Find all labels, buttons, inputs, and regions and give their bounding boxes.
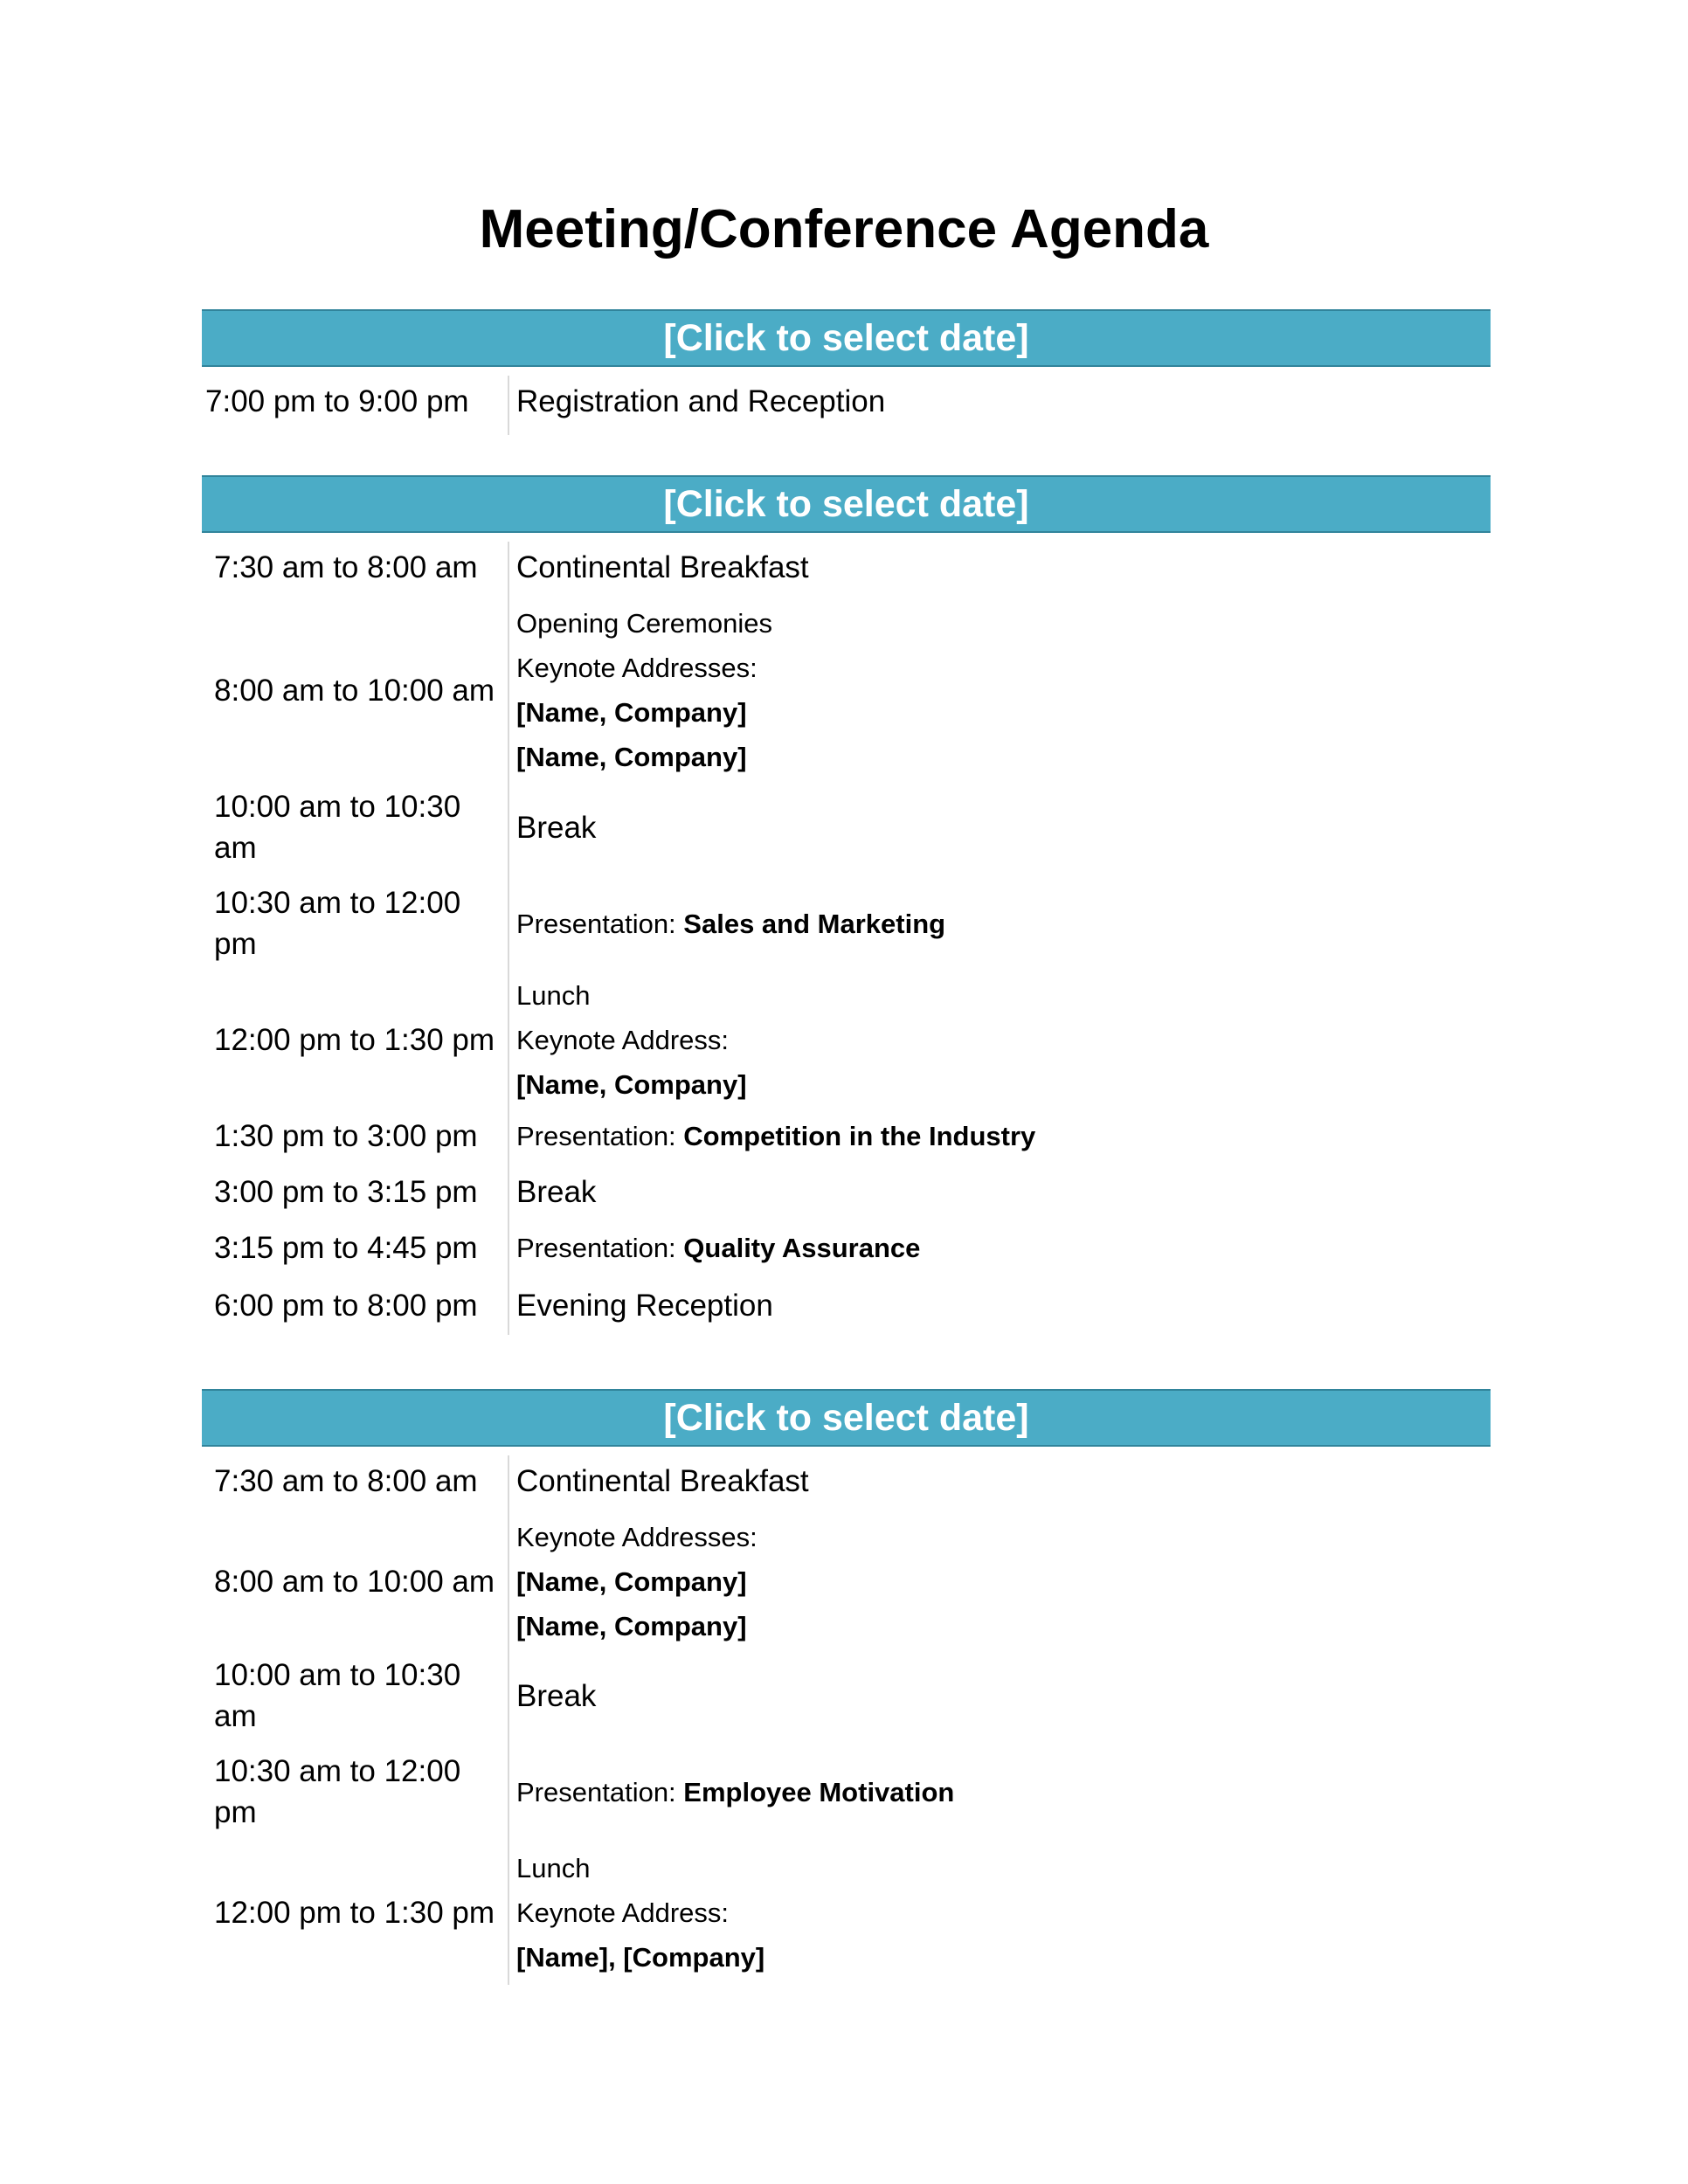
activity-block — [508, 601, 1491, 779]
agenda-row — [202, 367, 1491, 435]
presentation-topic: Competition in the Industry — [683, 1120, 1036, 1151]
agenda-row — [202, 1108, 1491, 1164]
agenda-row — [202, 1648, 1491, 1744]
activity-prefix: Presentation: — [516, 1232, 684, 1263]
agenda-row — [202, 1447, 1491, 1515]
time-slot: 1:30 pm to 3:00 pm — [214, 1118, 478, 1153]
activity-line: Keynote Addresses: — [516, 1521, 758, 1552]
page-title: Meeting/Conference Agenda — [479, 199, 1209, 259]
agenda-row — [202, 1275, 1491, 1335]
time-slot: 10:30 am to 12:00 pm — [214, 1754, 461, 1829]
time-slot: 3:15 pm to 4:45 pm — [214, 1230, 478, 1265]
activity: Break — [516, 1678, 597, 1713]
time-slot: 6:00 pm to 8:00 pm — [214, 1288, 478, 1323]
activity-line: Keynote Address: — [516, 1897, 729, 1928]
speaker-name: [Name, Company] — [516, 1068, 747, 1100]
presentation-topic: Employee Motivation — [683, 1776, 955, 1807]
activity-block — [508, 1846, 1491, 1980]
time-slot: 7:30 am to 8:00 am — [214, 1463, 478, 1498]
agenda-row — [202, 1840, 1491, 1985]
agenda-row — [202, 971, 1491, 1108]
time-slot: 8:00 am to 10:00 am — [214, 1564, 495, 1599]
agenda-row — [202, 1164, 1491, 1220]
activity: Break — [516, 1174, 597, 1209]
time-slot: 7:30 am to 8:00 am — [214, 549, 478, 584]
time-slot: 10:00 am to 10:30 am — [214, 1658, 461, 1733]
time-slot: 12:00 pm to 1:30 pm — [214, 1022, 495, 1057]
activity-block — [508, 973, 1491, 1107]
time-slot: 7:00 pm to 9:00 pm — [205, 384, 469, 418]
activity: Evening Reception — [516, 1288, 773, 1323]
speaker-name: [Name, Company] — [516, 1610, 747, 1641]
activity — [508, 1226, 1491, 1270]
agenda-table-day-2 — [202, 533, 1491, 1335]
time-slot: 3:00 pm to 3:15 pm — [214, 1174, 478, 1209]
agenda-row — [202, 1220, 1491, 1275]
activity-prefix: Presentation: — [516, 1776, 684, 1807]
date-picker-day-3[interactable]: [Click to select date] — [202, 1389, 1491, 1447]
presentation-topic: Sales and Marketing — [683, 908, 946, 939]
agenda-row — [202, 1744, 1491, 1840]
presentation-topic: Quality Assurance — [683, 1232, 921, 1263]
time-slot: 10:30 am to 12:00 pm — [214, 886, 461, 961]
activity: Continental Breakfast — [516, 1463, 809, 1498]
date-picker-day-1[interactable]: [Click to select date] — [202, 309, 1491, 367]
day-section-2 — [202, 475, 1491, 1335]
activity: Break — [516, 810, 597, 845]
activity — [508, 1114, 1491, 1158]
agenda-row — [202, 601, 1491, 779]
speaker-name: [Name, Company] — [516, 742, 747, 772]
agenda-row — [202, 1515, 1491, 1648]
activity-line: Keynote Addresses: — [516, 653, 758, 683]
activity — [508, 902, 1491, 946]
speaker-name: [Name, Company] — [516, 697, 747, 728]
date-picker-day-2[interactable]: [Click to select date] — [202, 475, 1491, 533]
agenda-table-day-3 — [202, 1447, 1491, 1985]
speaker-name: [Name], [Company] — [516, 1941, 765, 1973]
time-slot: 12:00 pm to 1:30 pm — [214, 1895, 495, 1930]
time-slot: 10:00 am to 10:30 am — [214, 790, 461, 865]
activity-prefix: Presentation: — [516, 1120, 684, 1151]
activity-prefix: Presentation: — [516, 908, 684, 939]
activity-block — [508, 1515, 1491, 1648]
agenda-table-day-1 — [202, 367, 1491, 435]
activity-line: Opening Ceremonies — [516, 608, 772, 639]
agenda-row — [202, 875, 1491, 971]
agenda-row — [202, 533, 1491, 601]
speaker-name: [Name, Company] — [516, 1565, 747, 1597]
activity: Continental Breakfast — [516, 549, 809, 584]
day-section-3 — [202, 1389, 1491, 1985]
activity — [508, 1770, 1491, 1814]
activity-line: Keynote Address: — [516, 1024, 729, 1055]
activity-line: Lunch — [516, 979, 591, 1011]
activity-line: Lunch — [516, 1852, 591, 1883]
agenda-row — [202, 779, 1491, 875]
activity: Registration and Reception — [516, 384, 886, 418]
time-slot: 8:00 am to 10:00 am — [214, 673, 495, 708]
day-section-1 — [202, 309, 1491, 435]
